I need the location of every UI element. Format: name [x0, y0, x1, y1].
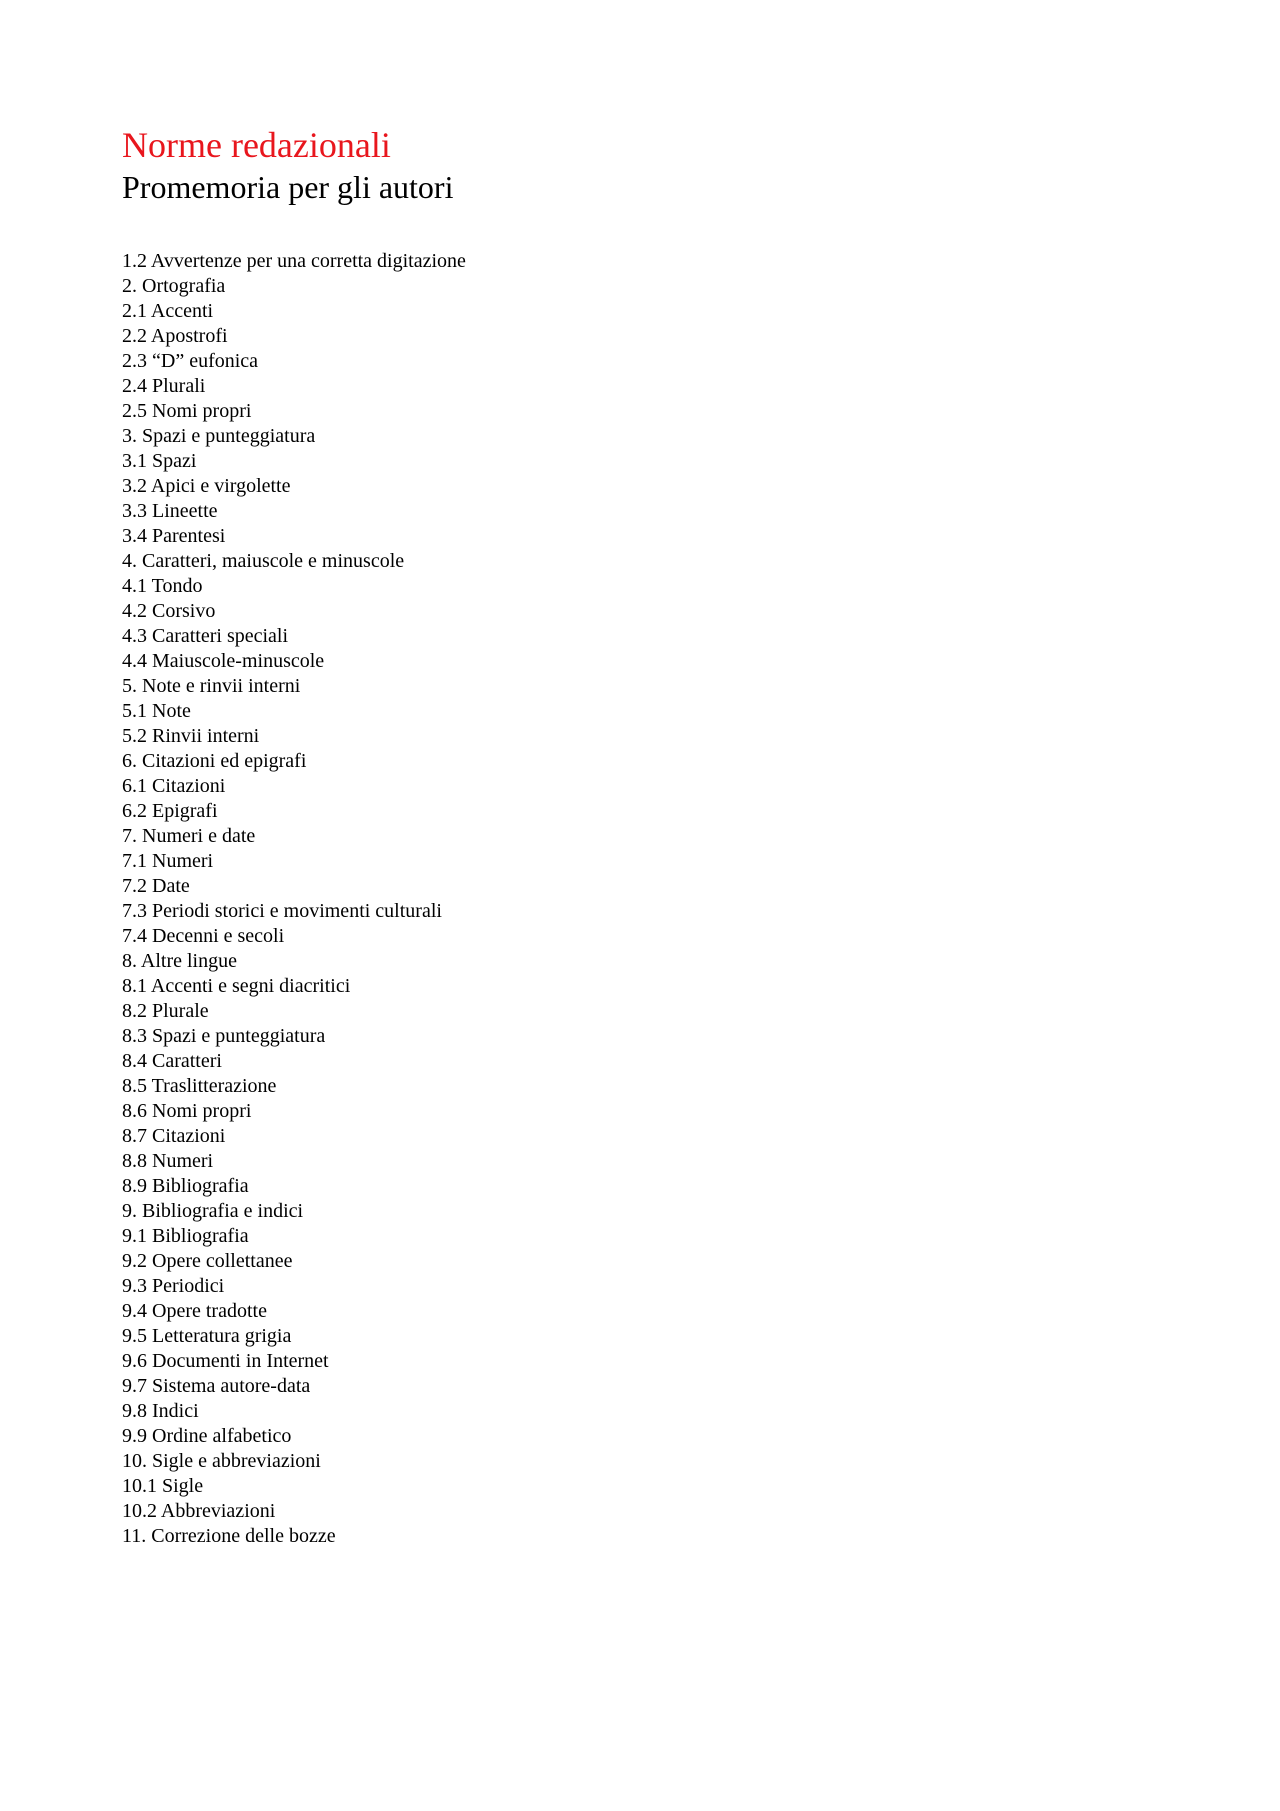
toc-item: 8.4 Caratteri	[122, 1050, 222, 1072]
toc-item: 9.9 Ordine alfabetico	[122, 1425, 292, 1447]
toc-item: 6.2 Epigrafi	[122, 800, 218, 822]
toc-item: 7. Numeri e date	[122, 825, 256, 847]
toc-item: 8.9 Bibliografia	[122, 1175, 249, 1197]
toc-item: 9.4 Opere tradotte	[122, 1300, 267, 1322]
toc-item: 9.8 Indici	[122, 1400, 199, 1422]
toc-item: 5.2 Rinvii interni	[122, 725, 260, 747]
document-subtitle: Promemoria per gli autori	[122, 169, 454, 205]
toc-item: 3.2 Apici e virgolette	[122, 475, 291, 497]
toc-item: 7.1 Numeri	[122, 850, 214, 872]
toc-item: 7.2 Date	[122, 875, 190, 897]
toc-item: 3.3 Lineette	[122, 500, 218, 522]
toc-item: 3.4 Parentesi	[122, 525, 226, 547]
toc-item: 9.5 Letteratura grigia	[122, 1325, 292, 1347]
toc-item: 7.3 Periodi storici e movimenti culturali	[122, 900, 442, 922]
toc-item: 1.2 Avvertenze per una corretta digitazione	[122, 250, 466, 272]
toc-item: 7.4 Decenni e secoli	[122, 925, 285, 947]
toc-item: 4.3 Caratteri speciali	[122, 625, 289, 647]
toc-item: 4.4 Maiuscole-minuscole	[122, 650, 325, 672]
toc-item: 2.3 “D” eufonica	[122, 350, 259, 372]
toc-item: 3.1 Spazi	[122, 450, 197, 472]
toc-item: 2.4 Plurali	[122, 375, 206, 397]
toc-item: 2. Ortografia	[122, 275, 226, 297]
toc-item: 11. Correzione delle bozze	[122, 1525, 336, 1547]
toc-item: 9.7 Sistema autore-data	[122, 1375, 311, 1397]
toc-item: 2.1 Accenti	[122, 300, 214, 322]
toc-item: 10.1 Sigle	[122, 1475, 204, 1497]
toc-item: 8.1 Accenti e segni diacritici	[122, 975, 351, 997]
document-title: Norme redazionali	[122, 125, 391, 165]
toc-item: 9.1 Bibliografia	[122, 1225, 249, 1247]
toc-item: 8.3 Spazi e punteggiatura	[122, 1025, 326, 1047]
toc-item: 3. Spazi e punteggiatura	[122, 425, 316, 447]
toc-item: 8.2 Plurale	[122, 1000, 209, 1022]
toc-item: 9. Bibliografia e indici	[122, 1200, 304, 1222]
toc-item: 2.5 Nomi propri	[122, 400, 252, 422]
toc-item: 5. Note e rinvii interni	[122, 675, 301, 697]
toc-item: 4. Caratteri, maiuscole e minuscole	[122, 550, 405, 572]
toc-item: 9.6 Documenti in Internet	[122, 1350, 329, 1372]
toc-item: 8.8 Numeri	[122, 1150, 214, 1172]
toc-item: 10. Sigle e abbreviazioni	[122, 1450, 321, 1472]
toc-item: 8. Altre lingue	[122, 950, 237, 972]
toc-item: 4.1 Tondo	[122, 575, 203, 597]
toc-item: 5.1 Note	[122, 700, 191, 722]
toc-item: 8.7 Citazioni	[122, 1125, 226, 1147]
document-header	[122, 124, 453, 208]
toc-item: 6.1 Citazioni	[122, 775, 226, 797]
toc-item: 10.2 Abbreviazioni	[122, 1500, 276, 1522]
toc-item: 6. Citazioni ed epigrafi	[122, 750, 307, 772]
table-of-contents	[122, 249, 466, 1549]
toc-item: 4.2 Corsivo	[122, 600, 216, 622]
toc-item: 8.5 Traslitterazione	[122, 1075, 277, 1097]
toc-item: 8.6 Nomi propri	[122, 1100, 252, 1122]
toc-item: 9.3 Periodici	[122, 1275, 225, 1297]
toc-item: 9.2 Opere collettanee	[122, 1250, 293, 1272]
toc-item: 2.2 Apostrofi	[122, 325, 228, 347]
